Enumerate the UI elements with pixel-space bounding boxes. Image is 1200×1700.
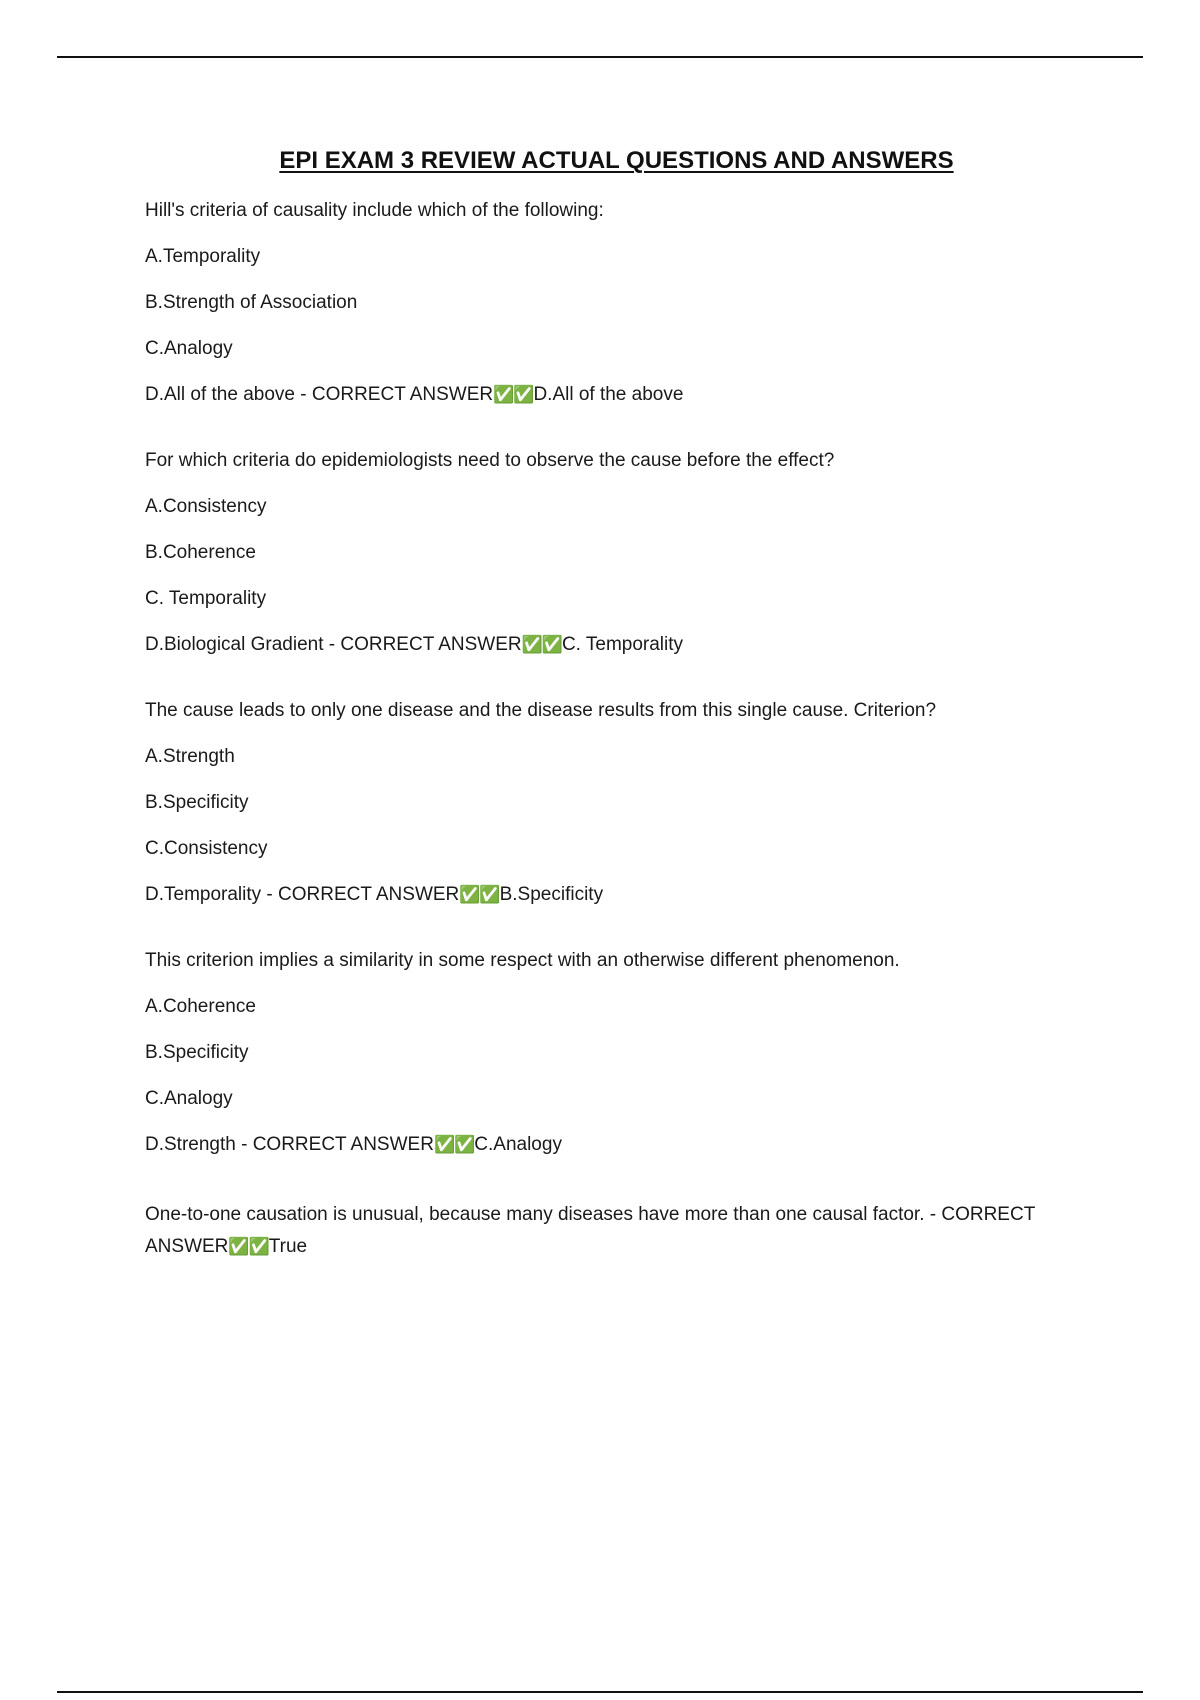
question-prompt: This criterion implies a similarity in some respect with an otherwise different phenomenon. [145,950,900,971]
answer-line [145,883,1105,906]
correct-answer: B.Specificity [499,884,604,905]
option-b: B.Strength of Association [145,292,358,313]
answer-line [145,383,1105,406]
true-false-line [145,1199,1105,1263]
option-c: C.Consistency [145,838,268,859]
double-check-icon: ✅✅ [459,885,500,905]
double-check-icon: ✅✅ [521,635,562,655]
correct-answer-label: - CORRECT ANSWER [294,384,494,405]
option-a: A.Consistency [145,496,267,517]
correct-answer: True [268,1236,308,1257]
true-false-statement: One-to-one causation is unusual, because many diseases have more than one causal factor. - CORRECT ANSWER [145,1204,1035,1257]
option-a: A.Strength [145,746,235,767]
correct-answer: C.Analogy [474,1134,562,1155]
answer-line [145,1133,1105,1156]
double-check-icon: ✅✅ [433,1135,475,1155]
question-3 [145,699,1105,906]
correct-answer: C. Temporality [561,634,684,655]
option-a: A.Temporality [145,246,261,267]
option-d: D.Strength [145,1134,236,1155]
option-b: B.Coherence [145,542,256,563]
option-a: A.Coherence [145,996,256,1017]
double-check-icon: ✅✅ [228,1237,269,1257]
question-2 [145,449,1105,656]
question-prompt: Hill's criteria of causality include which of the following: [145,200,604,221]
option-c: C.Analogy [145,338,233,359]
question-list [145,199,1105,1306]
footer-rule [57,1691,1143,1693]
question-1 [145,199,1105,406]
correct-answer-label: - CORRECT ANSWER [235,1134,434,1155]
question-prompt: For which criteria do epidemiologists need to observe the cause before the effect? [145,450,835,471]
correct-answer-label: - CORRECT ANSWER [323,634,522,655]
question-4 [145,949,1105,1156]
question-5 [145,1199,1105,1263]
option-b: B.Specificity [145,1042,249,1063]
correct-answer: D.All of the above [533,384,684,405]
answer-line [145,633,1105,656]
question-prompt: The cause leads to only one disease and the disease results from this single cause. Criterion? [145,700,937,721]
double-check-icon: ✅✅ [493,385,534,405]
header-rule [57,56,1143,58]
option-d: D.All of the above [145,384,295,405]
option-b: B.Specificity [145,792,249,813]
correct-answer-label: - CORRECT ANSWER [261,884,460,905]
option-d: D.Temporality [145,884,262,905]
option-d: D.Biological Gradient [145,634,324,655]
option-c: C.Analogy [145,1088,233,1109]
option-c: C. Temporality [145,588,267,609]
document-title: EPI EXAM 3 REVIEW ACTUAL QUESTIONS AND ANSWERS [279,147,954,174]
